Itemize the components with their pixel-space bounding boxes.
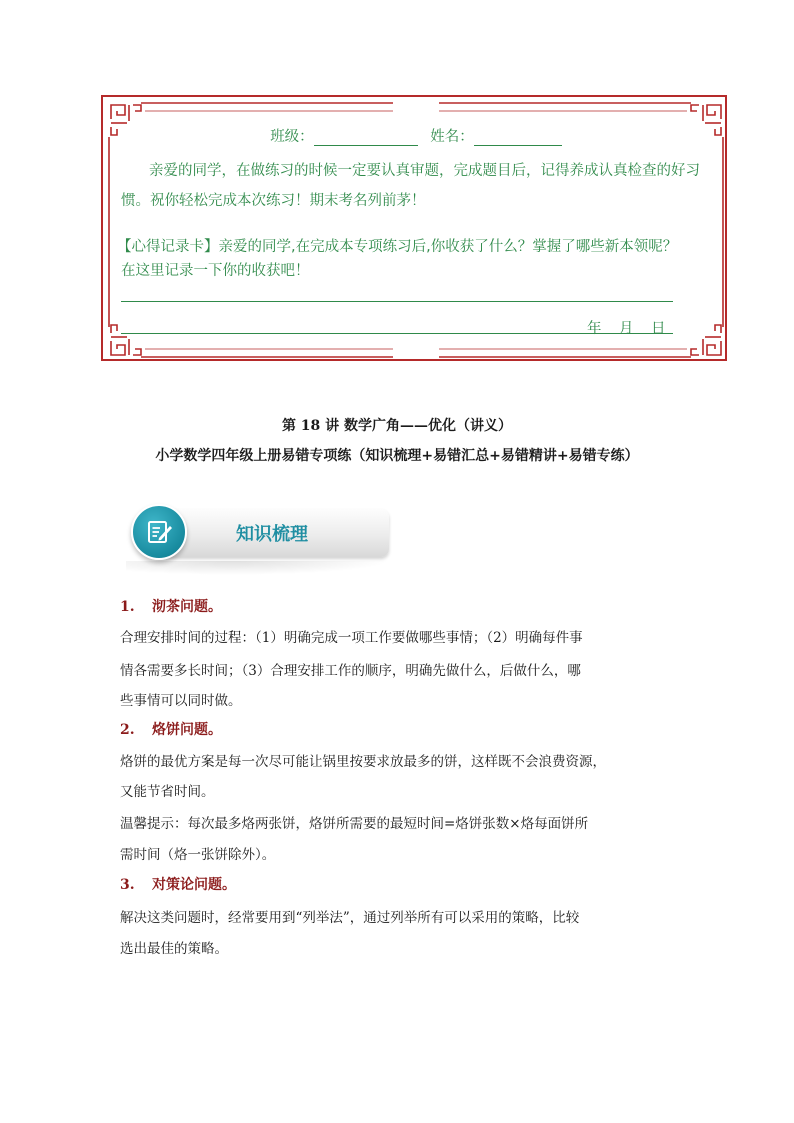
- intro-line-2: 惯。祝你轻松完成本次练习！期末考名列前茅！: [121, 193, 426, 209]
- date-label: [587, 317, 683, 338]
- name-blank[interactable]: [474, 129, 562, 146]
- section-1-line-1: 合理安排时间的过程：（1）明确完成一项工作要做哪些事情；（2）明确每件事: [120, 630, 583, 646]
- section-3-heading: [120, 874, 236, 894]
- date-day: 日: [651, 321, 666, 337]
- note-card: [101, 95, 727, 361]
- date-month: 月: [619, 321, 634, 337]
- section-1-heading: [120, 596, 222, 616]
- section-2-line-2: 又能节省时间。: [120, 784, 215, 800]
- record-rule-1[interactable]: [121, 301, 673, 302]
- section-badge-circle: [131, 504, 187, 560]
- record-line-1: 【心得记录卡】亲爱的同学,在完成本专项练习后,你收获了什么？掌握了哪些新本领呢？: [117, 239, 678, 255]
- lesson-subtitle: 小学数学四年级上册易错专项练（知识梳理+易错汇总+易错精讲+易错专练）: [155, 448, 639, 464]
- edit-note-icon: [146, 518, 174, 546]
- name-label: 姓名：: [430, 129, 474, 145]
- section-3-line-1: 解决这类问题时，经常要用到“列举法”，通过列举所有可以采用的策略，比较: [120, 910, 580, 926]
- section-1-line-3: 些事情可以同时做。: [120, 693, 242, 709]
- section-3-number: 3.: [120, 877, 135, 893]
- section-badge-label: 知识梳理: [236, 524, 308, 545]
- section-2-heading: [120, 719, 222, 739]
- class-label: 班级：: [270, 129, 314, 145]
- lesson-title: 第 18 讲 数学广角——优化（讲义）: [281, 418, 513, 434]
- section-3-title: 对策论问题。: [152, 877, 236, 893]
- section-1-line-2: 情各需要多长时间；（3）合理安排工作的顺序，明确先做什么，后做什么，哪: [120, 663, 581, 679]
- section-1-title: 沏茶问题。: [152, 599, 222, 615]
- intro-line-1: 亲爱的同学，在做练习的时候一定要认真审题，完成题目后，记得养成认真检查的好习: [149, 163, 700, 179]
- section-2-line-1: 烙饼的最优方案是每一次尽可能让锅里按要求放最多的饼，这样既不会浪费资源，: [120, 754, 606, 770]
- section-2-line-4: 需时间（烙一张饼除外）。: [120, 847, 276, 863]
- section-3-line-2: 选出最佳的策略。: [120, 941, 228, 957]
- record-line-2: 在这里记录一下你的收获吧！: [121, 263, 310, 279]
- date-year: 年: [587, 321, 602, 337]
- section-2-title: 烙饼问题。: [152, 722, 222, 738]
- section-2-line-3: 温馨提示：每次最多烙两张饼，烙饼所需要的最短时间=烙饼张数×烙每面饼所: [120, 816, 589, 832]
- class-name-row: [103, 125, 729, 146]
- section-1-number: 1.: [120, 599, 135, 615]
- section-2-number: 2.: [120, 722, 135, 738]
- badge-shadow: [126, 561, 390, 575]
- class-blank[interactable]: [314, 129, 418, 146]
